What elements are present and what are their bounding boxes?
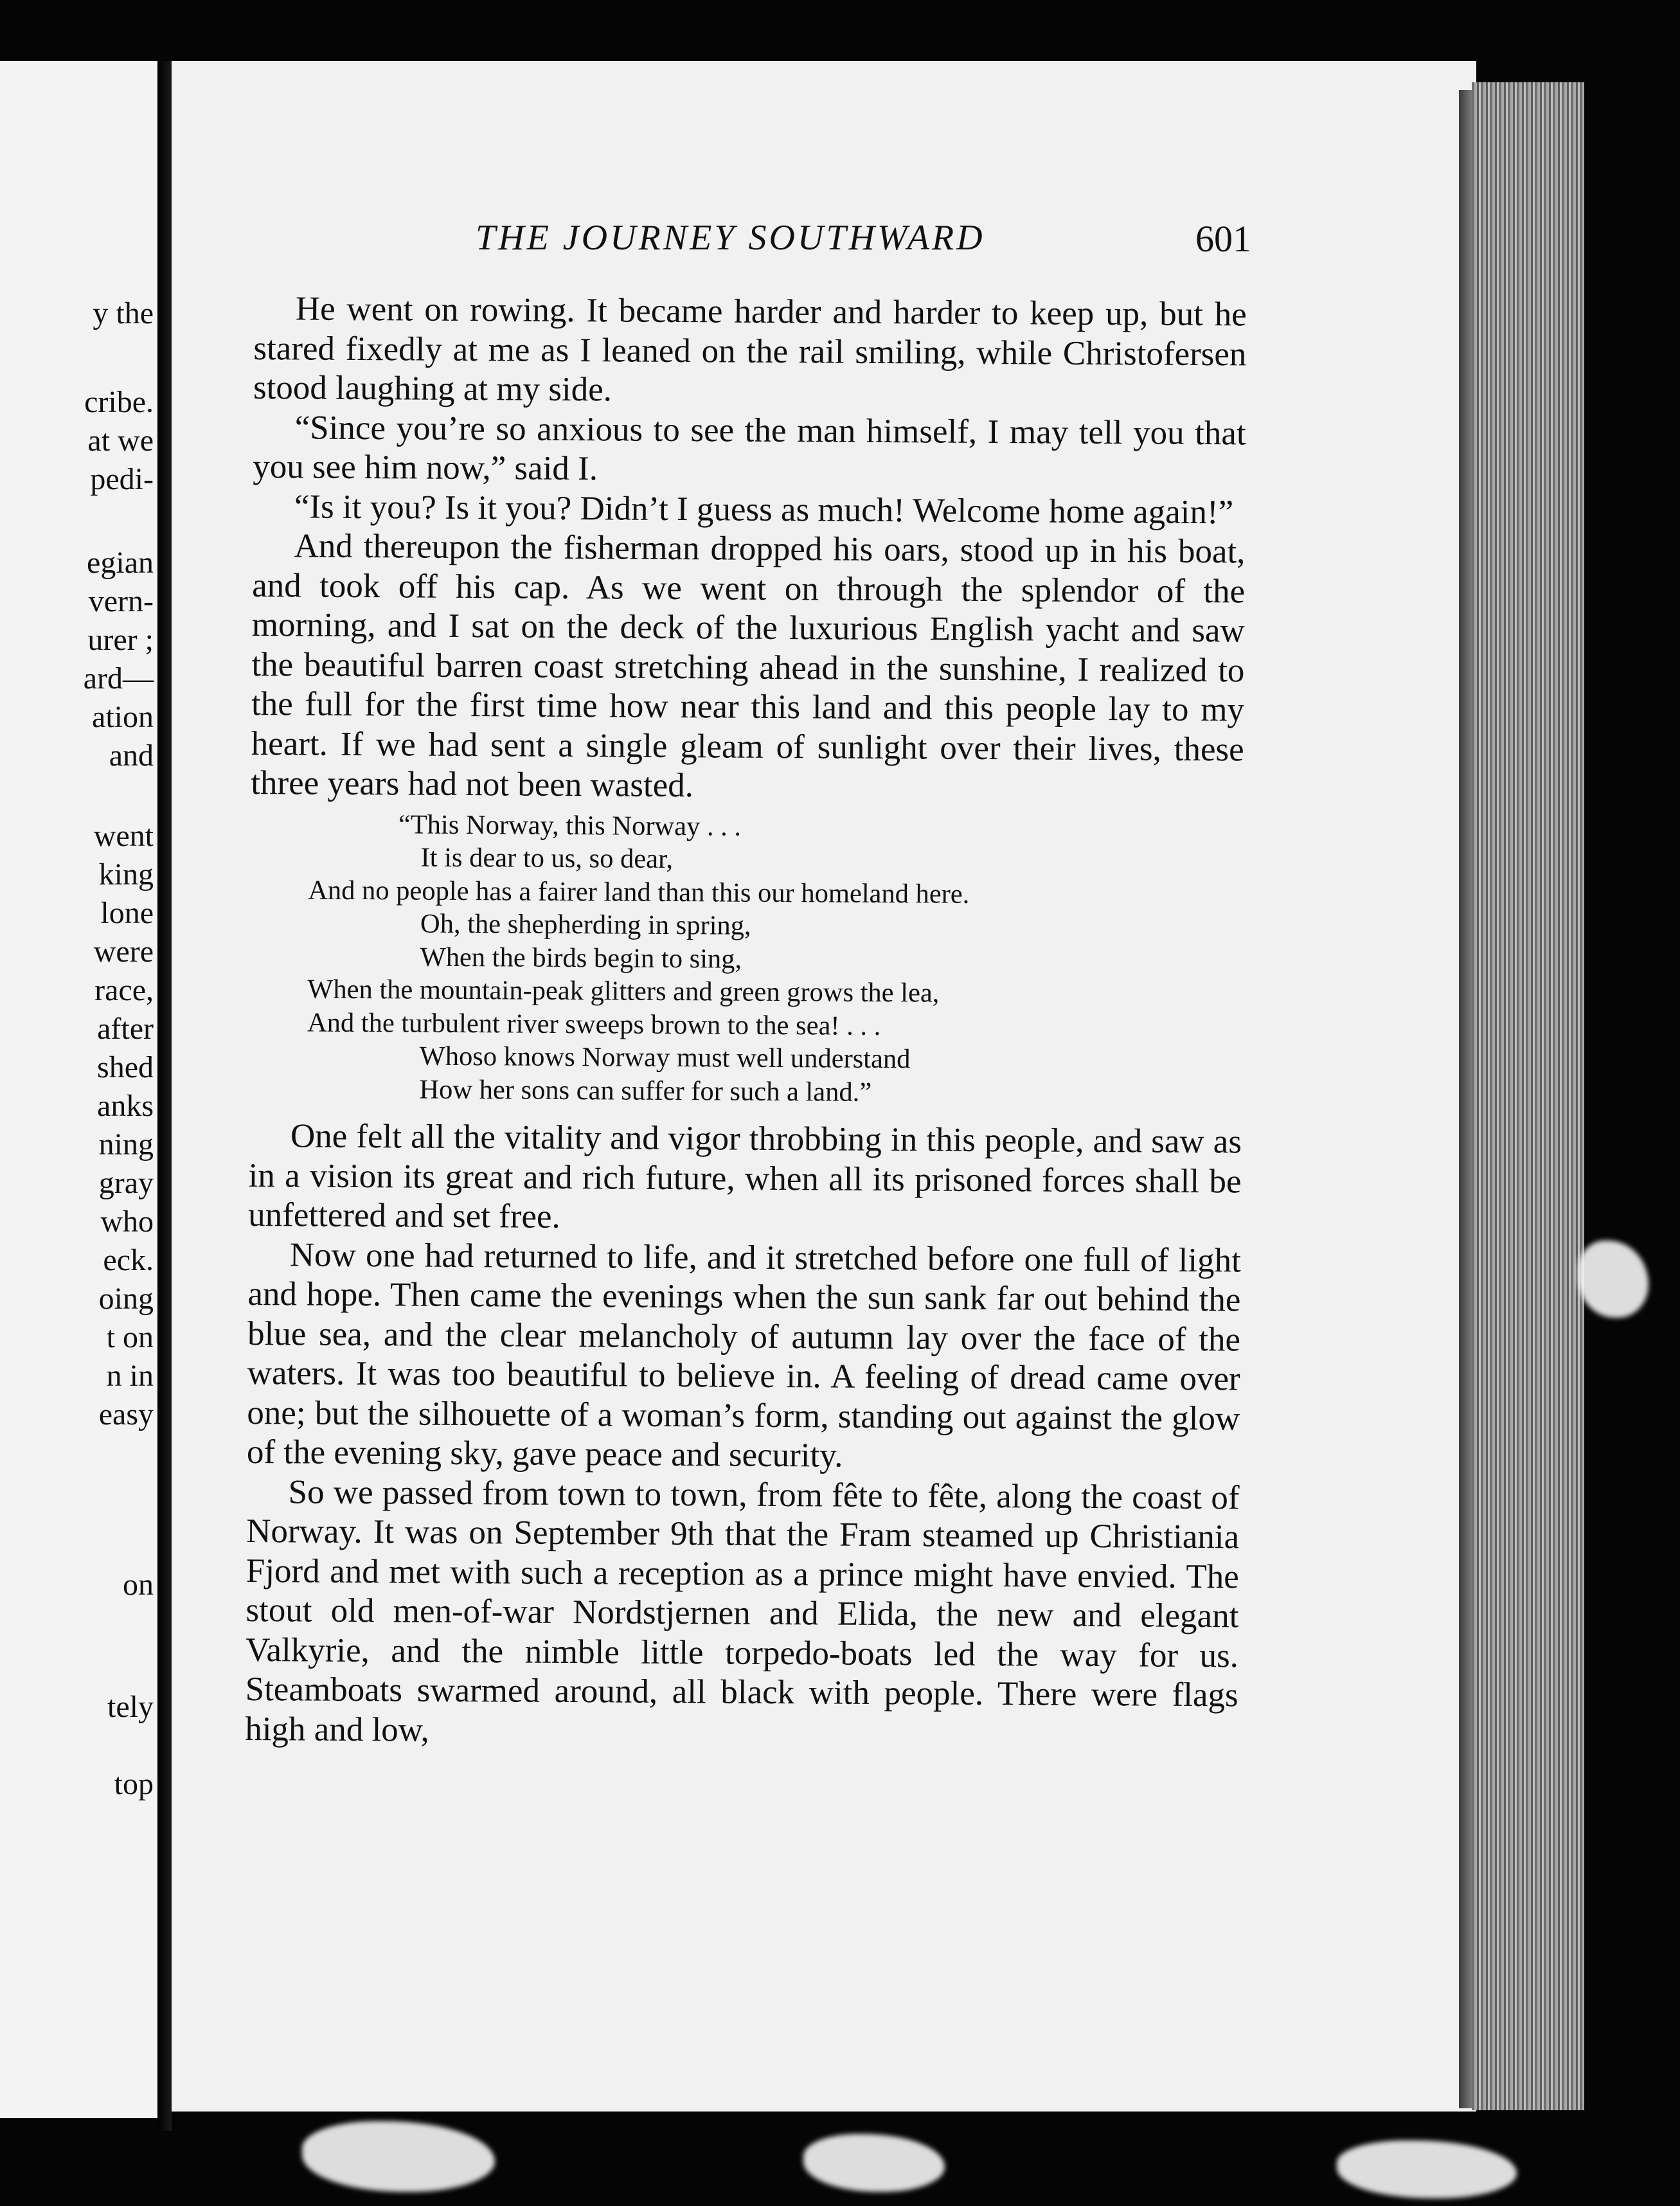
left-fragment: were [93,935,154,969]
paragraph: “Is it you? Is it you? Didn’t I guess as much! Welcome home again!” [294,487,1234,531]
paragraph: And thereupon the fisherman dropped his oars, stood up in his boat, and took off his cap. As we went on through the splendor of the morning, and I sat on the deck of the luxurious English yacht and saw the beautiful barren coast stretching ahead in the sunshine, I realized to the full for the first time how near this land and this people lay to my heart. If we had sent a single gleam of sunlight over their lives, these three years had not been wasted. [251,527,1246,805]
left-fragment: vern- [88,584,154,618]
left-fragment: at we [87,424,154,458]
left-fragment: eck. [103,1243,154,1277]
left-fragment: after [97,1012,154,1046]
poem-line: How her sons can suffer for such a land.” [419,1074,872,1107]
left-fragment: urer ; [87,623,154,657]
poem [307,807,1244,1111]
left-fragment: went [93,819,154,853]
left-fragment: who [100,1205,154,1239]
left-fragment: lone [100,896,154,930]
poem-line: When the birds begin to sing, [420,942,742,974]
left-fragment: on [123,1568,154,1602]
left-fragment: ard— [83,661,154,695]
left-fragment: shed [97,1050,154,1084]
left-fragment: ation [92,700,154,734]
paragraph: He went on rowing. It became harder and harder to keep up, but he stared fixedly at me as I leaned on the rail smiling, while Christofersen stood laughing at my side. [253,290,1247,409]
paragraph: Now one had returned to life, and it stretched before one full of light and hope. Then came the evenings when the sun sank far out behind the blue sea, and the clear melancholy of autumn lay over the face of the waters. It was too beautiful to believe in. A feeling of dread came over one; but the silhouette of a woman’s form, standing out against the glow of the evening sky, gave peace and security. [246,1235,1241,1475]
page-stain [302,2121,495,2192]
poem-line: When the mountain-peak glitters and green grows the lea, [307,974,940,1009]
left-fragment: t on [106,1320,154,1354]
left-fragment: gray [98,1166,154,1200]
left-fragment: and [109,739,154,773]
poem-line: Whoso knows Norway must well understand [419,1041,911,1075]
book-gutter [157,61,172,2131]
page-edges [1472,82,1584,2110]
paragraph: So we passed from town to town, from fête to fête, along the coast of Norway. It was on September 9th that the Fram steamed up Christiania Fjord and met with such a reception as a prince might have envied. The stout old men-of-war Nordstjernen and Elida, the new and elegant Valkyrie, and the nimble little torpedo-boats led the way for us. Steamboats swarmed around, all black with people. There were flags high and low, [245,1473,1240,1749]
left-fragment: tely [107,1690,154,1724]
running-head: THE JOURNEY SOUTHWARD [476,218,985,258]
left-fragment: egian [87,546,154,580]
left-fragment: ning [98,1127,154,1161]
poem-line: And no people has a fairer land than this our homeland here. [308,875,970,910]
left-fragment: n in [106,1359,154,1393]
page-number: 601 [1195,218,1251,260]
poem-line: And the turbulent river sweeps brown to the sea! . . . [307,1007,881,1041]
left-fragment: king [98,857,154,892]
left-fragment: race, [94,973,154,1007]
left-fragment: pedi- [90,462,154,496]
poem-line: Oh, the shepherding in spring, [420,908,751,941]
left-fragment: oing [98,1282,154,1316]
poem-line: It is dear to us, so dear, [420,842,674,874]
page-stain [803,2134,945,2192]
body-text [245,289,1247,1755]
left-page [0,61,157,2118]
paragraph: “Since you’re so anxious to see the man himself, I may tell you that you see him now,” said I. [253,408,1246,488]
paragraph: One felt all the vitality and vigor throbbing in this people, and saw as in a vision its great and rich future, when all its prisoned forces shall be unfettered and set free. [248,1117,1242,1235]
page-stain [1337,2140,1517,2198]
poem-line: “This Norway, this Norway . . . [398,809,742,842]
page-stain [1578,1241,1649,1318]
left-fragment: cribe. [84,385,154,419]
left-fragment: y the [93,296,154,330]
left-fragment: top [114,1767,154,1801]
left-fragment: anks [97,1089,154,1123]
left-fragment: easy [98,1397,154,1431]
